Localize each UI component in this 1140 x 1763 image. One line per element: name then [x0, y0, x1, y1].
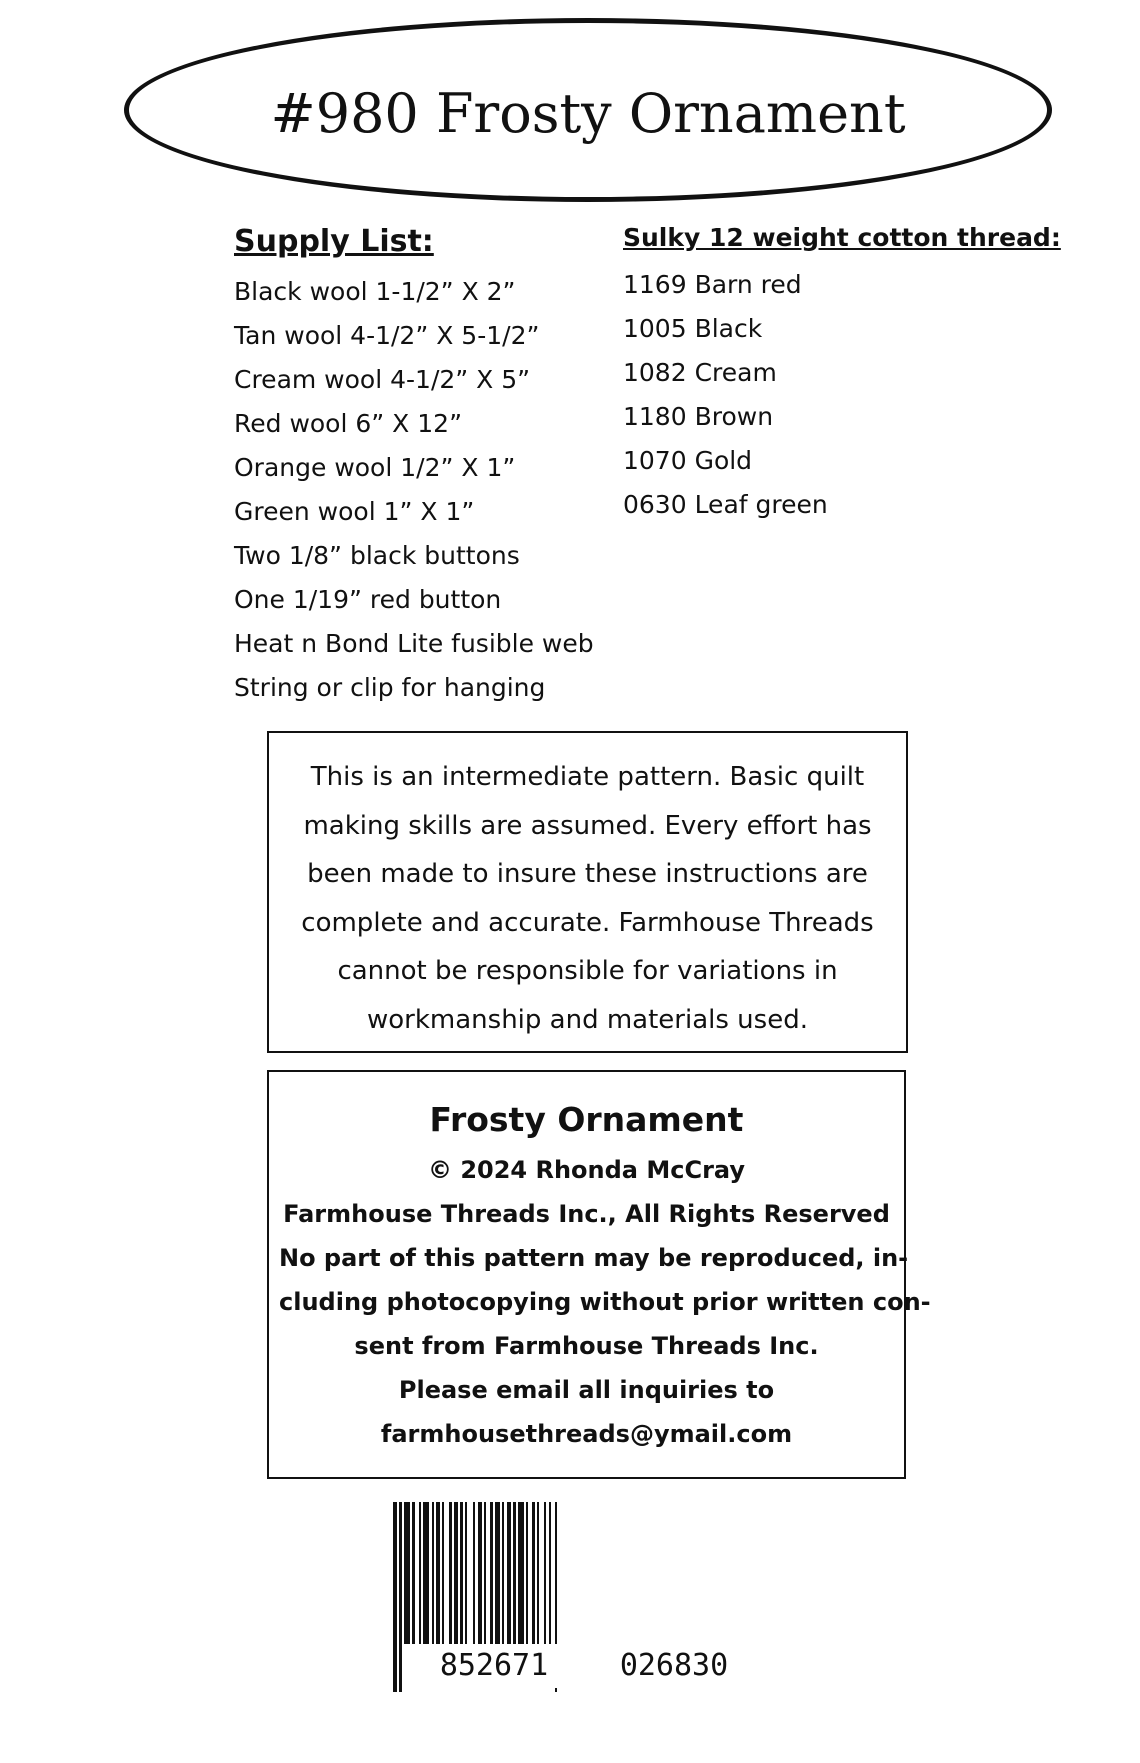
- list-item: Tan wool 4-1/2” X 5-1/2”: [234, 321, 540, 350]
- disclaimer-line: cannot be responsible for variations in: [337, 956, 838, 986]
- copyright-line: Please email all inquiries to: [398, 1376, 775, 1404]
- disclaimer-line: making skills are assumed. Every effort has: [303, 810, 872, 841]
- copyright-line: © 2024 Rhonda McCray: [427, 1156, 746, 1184]
- list-item: 1082 Cream: [623, 358, 777, 387]
- barcode-bar: [454, 1502, 458, 1644]
- barcode-right-digits: 026830: [600, 1644, 748, 1688]
- barcode-bar: [507, 1502, 511, 1644]
- barcode-bar: [419, 1502, 421, 1644]
- copyright-title: Frosty Ornament: [429, 1100, 744, 1139]
- barcode-bar: [549, 1502, 551, 1644]
- disclaimer-line: This is an intermediate pattern. Basic quilt: [310, 762, 865, 792]
- barcode-bar: [513, 1502, 516, 1644]
- list-item: Black wool 1-1/2” X 2”: [234, 277, 516, 306]
- barcode-bar: [518, 1502, 524, 1644]
- barcode-bar: [412, 1502, 415, 1644]
- barcode-bar: [495, 1502, 500, 1644]
- barcode-bar: [404, 1502, 410, 1644]
- disclaimer-box: [267, 731, 908, 1053]
- barcode-bar: [544, 1502, 546, 1644]
- barcode-bar: [423, 1502, 429, 1644]
- barcode-bar: [442, 1502, 444, 1644]
- copyright-line: Farmhouse Threads Inc., All Rights Reserved: [283, 1200, 890, 1228]
- supply-list-heading: Supply List:: [234, 224, 434, 259]
- barcode-bar: [432, 1502, 434, 1644]
- list-item: Heat n Bond Lite fusible web: [234, 629, 594, 658]
- barcode-left-digits: 852671: [420, 1644, 568, 1688]
- copyright-line: sent from Farmhouse Threads Inc.: [354, 1332, 819, 1360]
- barcode-bar: [532, 1502, 535, 1644]
- copyright-line: No part of this pattern may be reproduced, in-: [279, 1244, 909, 1272]
- list-item: Cream wool 4-1/2” X 5”: [234, 365, 531, 394]
- list-item: String or clip for hanging: [234, 673, 546, 702]
- page-title: #980 Frosty Ornament: [270, 82, 906, 145]
- copyright-box: [267, 1070, 931, 1479]
- list-item: 0630 Leaf green: [623, 490, 828, 519]
- thread-items: [623, 263, 1061, 527]
- barcode-bar: [436, 1502, 440, 1644]
- barcode-bar: [473, 1502, 475, 1644]
- barcode-bar: [484, 1502, 486, 1644]
- supply-items: [234, 270, 594, 710]
- barcode-bar: [490, 1502, 493, 1644]
- list-item: 1005 Black: [623, 314, 763, 343]
- disclaimer-line: workmanship and materials used.: [367, 1004, 808, 1035]
- disclaimer-line: complete and accurate. Farmhouse Threads: [301, 907, 874, 938]
- barcode-bar: [537, 1502, 539, 1644]
- list-item: 1180 Brown: [623, 402, 774, 431]
- barcode-bar: [526, 1502, 528, 1644]
- barcode-bar: [465, 1502, 467, 1644]
- list-item: Two 1/8” black buttons: [234, 541, 520, 570]
- list-item: 1070 Gold: [623, 446, 753, 475]
- barcode-bar: [393, 1502, 397, 1692]
- barcode-bar: [460, 1502, 463, 1644]
- list-item: One 1/19” red button: [234, 585, 502, 614]
- list-item: Orange wool 1/2” X 1”: [234, 453, 516, 482]
- barcode-bar: [399, 1502, 402, 1692]
- list-item: 1169 Barn red: [623, 270, 802, 299]
- barcode-bar: [478, 1502, 482, 1644]
- copyright-email: farmhousethreads@ymail.com: [380, 1420, 793, 1448]
- copyright-line: cluding photocopying without prior written con-: [279, 1288, 931, 1316]
- list-item: Green wool 1” X 1”: [234, 497, 475, 526]
- list-item: Red wool 6” X 12”: [234, 409, 463, 438]
- thread-list-heading: Sulky 12 weight cotton thread:: [623, 223, 1061, 252]
- disclaimer-line: been made to insure these instructions are: [307, 859, 868, 889]
- supply-list: [234, 222, 594, 710]
- barcode-bar: [502, 1502, 504, 1644]
- barcode-bar: [449, 1502, 452, 1644]
- thread-list: [623, 222, 1061, 527]
